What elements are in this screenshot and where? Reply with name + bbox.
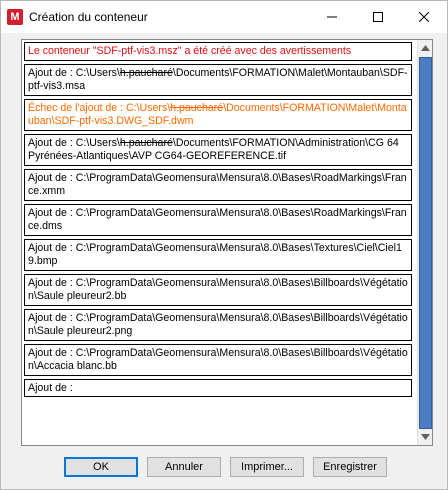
log-text: Ajout de : C:\Users\ — [28, 136, 120, 149]
log-text: Ajout de : — [28, 381, 73, 394]
log-text: Échec de l'ajout de : C:\Users\ — [28, 101, 171, 114]
log-text: \Documents\FORMATION\Malet\Montauban\SDF-ptf-vis3.msa — [28, 66, 408, 92]
log-row[interactable] — [24, 239, 412, 271]
log-text: Ajout de : C:\ProgramData\Geomensura\Mensura\8.0\Bases\RoadMarkings\France.xmm — [28, 171, 407, 197]
maximize-button[interactable] — [355, 1, 401, 33]
print-button[interactable]: Imprimer... — [230, 457, 304, 477]
log-row[interactable] — [24, 309, 412, 341]
maximize-icon — [373, 12, 383, 22]
log-text: \Documents\FORMATION\Malet\Montauban\SDF-ptf-vis3.DWG_SDF.dwm — [28, 101, 407, 127]
title-bar[interactable] — [1, 1, 447, 33]
redacted-username: h.paucharé — [119, 66, 173, 79]
log-row-error[interactable] — [24, 42, 412, 61]
window-title: Création du conteneur — [29, 10, 148, 24]
log-row[interactable] — [24, 64, 412, 96]
scroll-down-button[interactable] — [418, 429, 433, 445]
vertical-scrollbar[interactable] — [417, 40, 432, 445]
log-rows — [24, 42, 412, 400]
log-row[interactable] — [24, 169, 412, 201]
cancel-button[interactable]: Annuler — [147, 457, 221, 477]
redacted-username: h.paucharé — [119, 136, 173, 149]
scroll-thumb[interactable] — [419, 57, 432, 429]
log-row[interactable] — [24, 204, 412, 236]
scroll-up-button[interactable] — [418, 40, 433, 56]
minimize-icon — [327, 12, 337, 22]
log-text: Ajout de : C:\ProgramData\Geomensura\Mensura\8.0\Bases\Textures\Ciel\Ciel19.bmp — [28, 241, 402, 267]
save-button[interactable]: Enregistrer — [313, 457, 387, 477]
log-row[interactable] — [24, 274, 412, 306]
ok-button[interactable]: OK — [64, 457, 138, 477]
log-text: Ajout de : C:\ProgramData\Geomensura\Mensura\8.0\Bases\Billboards\Végétation\Saule pleureur2.png — [28, 311, 408, 337]
close-icon — [419, 12, 429, 22]
log-text: Ajout de : C:\ProgramData\Geomensura\Mensura\8.0\Bases\Billboards\Végétation\Saule pleureur2.bb — [28, 276, 408, 302]
log-text: Ajout de : C:\Users\ — [28, 66, 120, 79]
log-text: Le conteneur "SDF-ptf-vis3.msz" a été créé avec des avertissements — [28, 45, 352, 57]
minimize-button[interactable] — [309, 1, 355, 33]
log-row-warning[interactable] — [24, 99, 412, 131]
arrow-up-icon — [421, 45, 430, 51]
log-list[interactable] — [21, 39, 433, 446]
log-row[interactable] — [24, 134, 412, 166]
log-row[interactable] — [24, 379, 412, 398]
log-text: Ajout de : C:\ProgramData\Geomensura\Mensura\8.0\Bases\RoadMarkings\France.dms — [28, 206, 407, 232]
arrow-down-icon — [421, 434, 430, 440]
redacted-username: h.paucharé — [170, 101, 224, 114]
log-text: \Documents\FORMATION\Administration\CG 64 Pyrénées-Atlantiques\AVP CG64-GEOREFERENCE.tif — [28, 136, 399, 162]
log-text: Ajout de : C:\ProgramData\Geomensura\Mensura\8.0\Bases\Billboards\Végétation\Accacia blanc.bb — [28, 346, 408, 372]
log-row[interactable] — [24, 344, 412, 376]
mensura-app-icon: M — [7, 9, 23, 25]
close-button[interactable] — [401, 1, 447, 33]
